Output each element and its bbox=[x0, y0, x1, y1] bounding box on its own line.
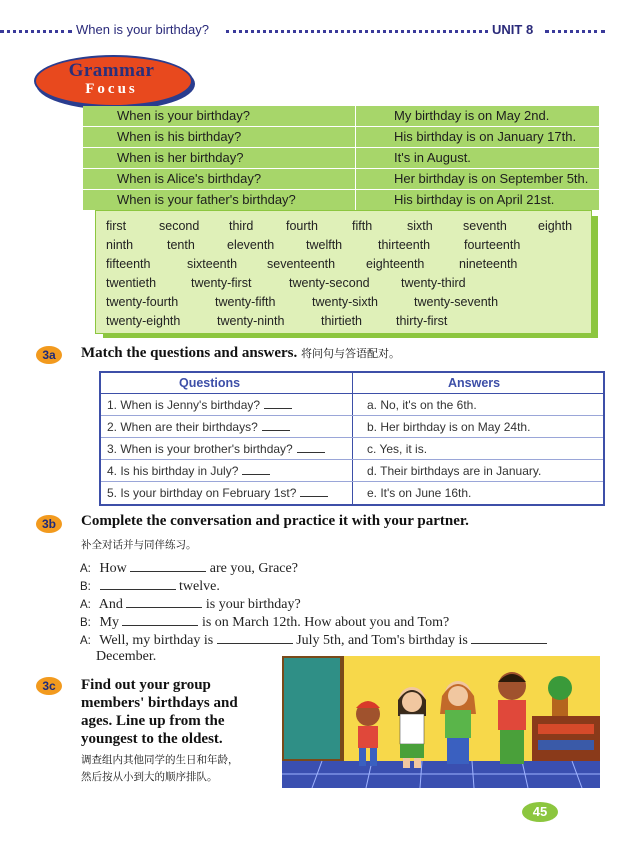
line-text-mid: July 5th, and Tom's birthday is bbox=[296, 633, 468, 648]
match-row-line bbox=[101, 481, 603, 482]
answer-blank[interactable] bbox=[100, 577, 176, 590]
ordinal-word: twenty-fourth bbox=[106, 295, 179, 309]
ordinal-word: twentieth bbox=[106, 276, 157, 290]
page-number: 45 bbox=[522, 802, 558, 822]
ordinal-word: tenth bbox=[167, 238, 195, 252]
section-3c-instruction-cn bbox=[81, 752, 239, 786]
line-text-post: is your birthday? bbox=[205, 597, 301, 612]
answer-blank[interactable] bbox=[264, 398, 292, 409]
match-question-text: 1. When is Jenny's birthday? bbox=[107, 398, 261, 412]
line-text-post: is on March 12th. How about you and Tom? bbox=[201, 615, 450, 630]
grammar-answer: Her birthday is on September 5th. bbox=[394, 171, 589, 186]
match-answer: c. Yes, it is. bbox=[367, 442, 428, 456]
grammar-table bbox=[83, 106, 599, 210]
grammar-question: When is your father's birthday? bbox=[83, 190, 356, 210]
match-answer: e. It's on June 16th. bbox=[367, 486, 472, 500]
conversation-continuation: December. bbox=[96, 649, 157, 664]
section-3b-instruction: Complete the conversation and practice it with your partner. bbox=[81, 513, 469, 529]
ordinal-word: first bbox=[106, 219, 127, 233]
ordinal-word: fourth bbox=[286, 219, 318, 233]
ordinal-word: twenty-second bbox=[289, 276, 370, 290]
ordinal-word: twelfth bbox=[306, 238, 343, 252]
section-3c-instruction bbox=[81, 676, 238, 748]
ordinal-word: twenty-seventh bbox=[414, 295, 499, 309]
kids-illustration-image bbox=[282, 656, 600, 788]
illustration-kids-lineup bbox=[282, 656, 600, 788]
line-text-post: are you, Grace? bbox=[209, 561, 298, 576]
section-3c-label: 3c bbox=[36, 677, 62, 695]
col-questions-header: Questions bbox=[179, 376, 241, 390]
grammar-answer: His birthday is on January 17th. bbox=[394, 129, 577, 144]
ordinal-word: eighteenth bbox=[366, 257, 425, 271]
match-row-line bbox=[101, 415, 603, 416]
conversation-line bbox=[80, 613, 449, 631]
answer-blank[interactable] bbox=[126, 595, 202, 608]
match-row-line bbox=[101, 437, 603, 438]
answer-blank[interactable] bbox=[217, 631, 293, 644]
ordinal-word: fifth bbox=[352, 219, 373, 233]
grammar-question: When is his birthday? bbox=[83, 127, 356, 147]
line-text-pre: And bbox=[98, 597, 123, 612]
ordinal-word: thirtieth bbox=[321, 314, 362, 328]
grammar-answer: It's in August. bbox=[394, 150, 471, 165]
match-table bbox=[99, 371, 605, 506]
grammar-focus-subtitle: Focus bbox=[85, 81, 138, 97]
ordinal-word: thirteenth bbox=[378, 238, 431, 252]
match-answer: a. No, it's on the 6th. bbox=[367, 398, 477, 412]
match-question-text: 4. Is his birthday in July? bbox=[107, 464, 239, 478]
grammar-row bbox=[83, 148, 599, 169]
speaker: B: bbox=[80, 581, 91, 593]
grammar-row bbox=[83, 127, 599, 148]
section-3c-instruction-line: Find out your group bbox=[81, 677, 211, 693]
match-question-text: 2. When are their birthdays? bbox=[107, 420, 258, 434]
section-3a-instruction-cn: 将问句与答语配对。 bbox=[301, 347, 401, 360]
match-question bbox=[107, 442, 325, 456]
line-text-pre: My bbox=[99, 615, 119, 630]
conversation-line bbox=[80, 577, 220, 595]
conversation-line bbox=[80, 631, 547, 649]
ordinal-word: twenty-eighth bbox=[106, 314, 181, 328]
match-question bbox=[107, 420, 290, 434]
ordinal-word: seventeenth bbox=[267, 257, 336, 271]
header-title: When is your birthday? bbox=[76, 22, 209, 37]
ordinal-word: twenty-sixth bbox=[312, 295, 378, 309]
ordinal-word: fifteenth bbox=[106, 257, 151, 271]
ordinal-word: twenty-ninth bbox=[217, 314, 285, 328]
section-3c-instruction-line: youngest to the oldest. bbox=[81, 731, 223, 747]
ordinal-word: second bbox=[159, 219, 200, 233]
section-3c-instruction-line: ages. Line up from the bbox=[81, 713, 225, 729]
section-3c-instruction-line: members' birthdays and bbox=[81, 695, 238, 711]
match-header-line bbox=[101, 393, 603, 394]
line-text-pre: How bbox=[99, 561, 127, 576]
match-question bbox=[107, 464, 270, 478]
header-dots-left bbox=[0, 30, 72, 33]
ordinal-word: eleventh bbox=[227, 238, 275, 252]
match-row-line bbox=[101, 459, 603, 460]
ordinal-word: twenty-fifth bbox=[215, 295, 276, 309]
answer-blank[interactable] bbox=[297, 442, 325, 453]
header-dots-right bbox=[545, 30, 605, 33]
match-question-text: 3. When is your brother's birthday? bbox=[107, 442, 293, 456]
grammar-row bbox=[83, 106, 599, 127]
line-text-pre: Well, my birthday is bbox=[99, 633, 214, 648]
match-answer: d. Their birthdays are in January. bbox=[367, 464, 542, 478]
answer-blank[interactable] bbox=[242, 464, 270, 475]
grammar-question: When is her birthday? bbox=[83, 148, 356, 168]
grammar-question: When is your birthday? bbox=[83, 106, 356, 126]
line-text-post: twelve. bbox=[179, 579, 220, 594]
ordinal-word: sixteenth bbox=[187, 257, 238, 271]
grammar-answer: My birthday is on May 2nd. bbox=[394, 108, 550, 123]
section-3a-instruction bbox=[81, 345, 400, 362]
answer-blank[interactable] bbox=[122, 613, 198, 626]
section-3c-instruction-cn-line: 调查组内其他同学的生日和年龄， bbox=[81, 754, 239, 766]
section-3a-label: 3a bbox=[36, 346, 62, 364]
answer-blank[interactable] bbox=[262, 420, 290, 431]
grammar-row bbox=[83, 190, 599, 210]
speaker: A: bbox=[80, 635, 91, 647]
ordinal-word: third bbox=[229, 219, 254, 233]
col-answers-header: Answers bbox=[448, 376, 501, 390]
answer-blank[interactable] bbox=[471, 631, 547, 644]
match-answer: b. Her birthday is on May 24th. bbox=[367, 420, 531, 434]
grammar-question: When is Alice's birthday? bbox=[83, 169, 356, 189]
ordinal-word: twenty-first bbox=[191, 276, 252, 290]
ordinal-word: sixth bbox=[407, 219, 433, 233]
match-question bbox=[107, 398, 292, 412]
grammar-row bbox=[83, 169, 599, 190]
section-3b-label: 3b bbox=[36, 515, 62, 533]
grammar-answer: His birthday is on April 21st. bbox=[394, 192, 555, 207]
ordinal-word: thirty-first bbox=[396, 314, 448, 328]
speaker: A: bbox=[80, 563, 91, 575]
match-question bbox=[107, 486, 328, 500]
ordinal-word: fourteenth bbox=[464, 238, 521, 252]
section-3b-instruction-cn: 补全对话并与同伴练习。 bbox=[81, 539, 197, 551]
section-3c-instruction-cn-line: 然后按从小到大的顺序排队。 bbox=[81, 771, 218, 783]
answer-blank[interactable] bbox=[130, 559, 206, 572]
grammar-focus-title: Grammar bbox=[68, 60, 155, 81]
speaker: A: bbox=[80, 599, 91, 611]
match-question-text: 5. Is your birthday on February 1st? bbox=[107, 486, 297, 500]
ordinals-box bbox=[95, 210, 592, 334]
section-3a-instruction-en: Match the questions and answers. bbox=[81, 345, 298, 361]
ordinal-word: nineteenth bbox=[459, 257, 518, 271]
header-dots-middle bbox=[226, 30, 488, 33]
conversation-line bbox=[80, 559, 298, 577]
conversation-line bbox=[80, 595, 301, 613]
ordinal-word: twenty-third bbox=[401, 276, 466, 290]
header-unit: UNIT 8 bbox=[492, 22, 534, 37]
speaker: B: bbox=[80, 617, 91, 629]
ordinal-word: ninth bbox=[106, 238, 134, 252]
ordinal-word: eighth bbox=[538, 219, 573, 233]
answer-blank[interactable] bbox=[300, 486, 328, 497]
ordinal-word: seventh bbox=[463, 219, 507, 233]
